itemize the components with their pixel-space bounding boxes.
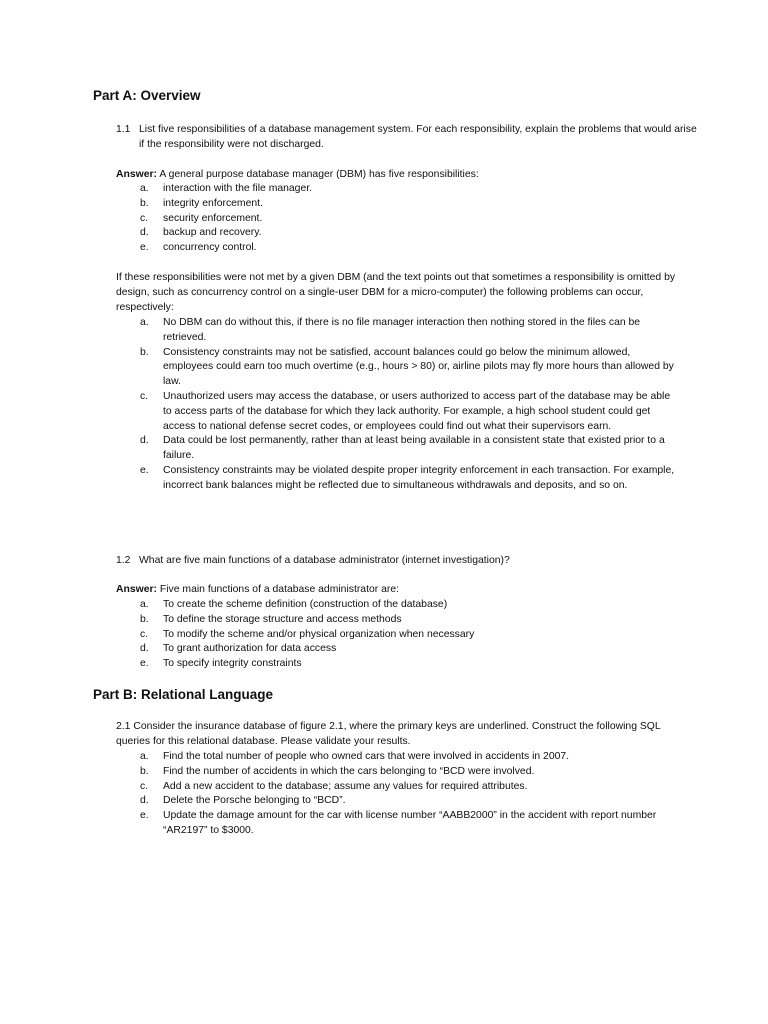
question-number: 1.1 [116,124,131,135]
list-item [116,346,676,390]
list-marker: c. [140,628,149,640]
list-item [116,212,676,227]
list-item-text: Consistency constraints may be violated despite proper integrity enforcement in each transaction. For example, incorrect bank balances might be reflected due to simultaneous withdrawals and deposits, and so on. [163,464,675,491]
answer-1-2-lead [116,583,676,598]
list-marker: b. [140,613,149,625]
list-item [116,241,676,256]
list-item [116,657,676,672]
list-marker: d. [140,435,149,447]
list-item-text: Find the number of accidents in which the cars belonging to “BCD were involved. [163,765,535,777]
list-marker: a. [140,599,149,610]
list-item-text: interaction with the file manager. [163,183,313,194]
answer-text: Five main functions of a database administrator are: [159,584,399,595]
list-marker: e. [140,658,149,670]
list-item-text: Delete the Porsche belonging to “BCD”. [163,795,346,807]
list-item-text: integrity enforcement. [163,197,263,209]
list-item [116,464,676,494]
answer-label: Answer: [116,584,157,595]
list-marker: b. [140,765,149,777]
question-text: What are five main functions of a database administrator (internet investigation)? [139,555,510,566]
list-item-text: concurrency control. [163,242,257,254]
list-marker: a. [140,317,149,328]
question-2-1: 2.1 Consider the insurance database of figure 2.1, where the primary keys are underlined. Construct the following SQL queries for this relational database. Please validate your results. [116,721,661,747]
list-marker: e. [140,810,149,822]
problems-paragraph: If these responsibilities were not met by a given DBM (and the text points out that sometimes a responsibility is omitted by design, such as concurrency control on a single-user DBM for a micro-computer) the following problems can occur, respectively: [116,272,676,313]
list-marker: b. [140,346,149,358]
list-item [116,750,676,765]
part-a-heading: Part A: Overview [93,88,201,103]
list-item [116,628,676,643]
list-item-text: To specify integrity constraints [163,658,302,670]
answer-label: Answer: [116,169,157,180]
answer-text: A general purpose database manager (DBM) has five responsibilities: [159,169,479,180]
dba-functions-list [116,598,676,672]
list-item [116,613,676,628]
list-item-text: security enforcement. [163,212,263,224]
list-item-text: Find the total number of people who owned cars that were involved in accidents in 2007. [163,751,570,762]
list-item-text: Update the damage amount for the car with license number “AABB2000” in the accident with report number “AR2197” to $3000. [163,810,657,836]
list-item-text: Consistency constraints may not be satisfied, account balances could go below the minimum allowed, employees could earn too much overtime (e.g., hours > 80) or, airline pilots may fly more hours than allowed by law. [163,346,674,388]
sql-queries-list [116,750,676,839]
list-item-text: No DBM can do without this, if there is no file manager interaction then nothing stored in the files can be retrieved. [163,317,641,343]
list-marker: e. [140,464,149,476]
list-item [116,226,676,241]
list-item [116,197,676,212]
list-item-text: To modify the scheme and/or physical organization when necessary [163,628,475,640]
list-item [116,182,676,197]
list-item [116,390,676,434]
part-b-heading: Part B: Relational Language [93,687,274,702]
list-item-text: backup and recovery. [163,227,262,239]
list-marker: d. [140,643,149,655]
problems-list [116,316,676,494]
list-item-text: To define the storage structure and access methods [163,613,402,625]
list-item [116,809,676,839]
question-1-2 [116,554,699,569]
list-item-text: Add a new accident to the database; assume any values for required attributes. [163,780,528,792]
answer-1-1-lead [116,168,676,183]
list-marker: b. [140,197,149,209]
list-item-text: Data could be lost permanently, rather than at least being available in a consistent state that existed prior to a failure. [163,435,665,462]
list-marker: e. [140,242,149,254]
list-marker: c. [140,212,149,224]
list-item [116,642,676,657]
question-1-1 [116,123,699,153]
list-marker: a. [140,183,149,194]
list-marker: c. [140,780,149,792]
list-item [116,434,676,464]
list-item [116,598,676,613]
list-item [116,765,676,780]
list-item-text: To create the scheme definition (construction of the database) [163,599,448,610]
list-marker: d. [140,795,149,807]
list-item-text: Unauthorized users may access the database, or users authorized to access part of the database may be able to access parts of the database for which they lack authority. For example, a high school student could get access to national defense secret codes, or employees could find out what their supervisors earn. [163,390,671,432]
question-text: List five responsibilities of a database management system. For each responsibility, explain the problems that would arise if the responsibility were not discharged. [139,124,697,150]
list-marker: a. [140,751,149,762]
question-number: 1.2 [116,555,131,566]
list-marker: d. [140,227,149,239]
responsibilities-list [116,182,676,256]
list-item [116,780,676,795]
list-item-text: To grant authorization for data access [163,643,337,655]
list-item [116,794,676,809]
list-marker: c. [140,390,149,402]
list-item [116,316,676,346]
